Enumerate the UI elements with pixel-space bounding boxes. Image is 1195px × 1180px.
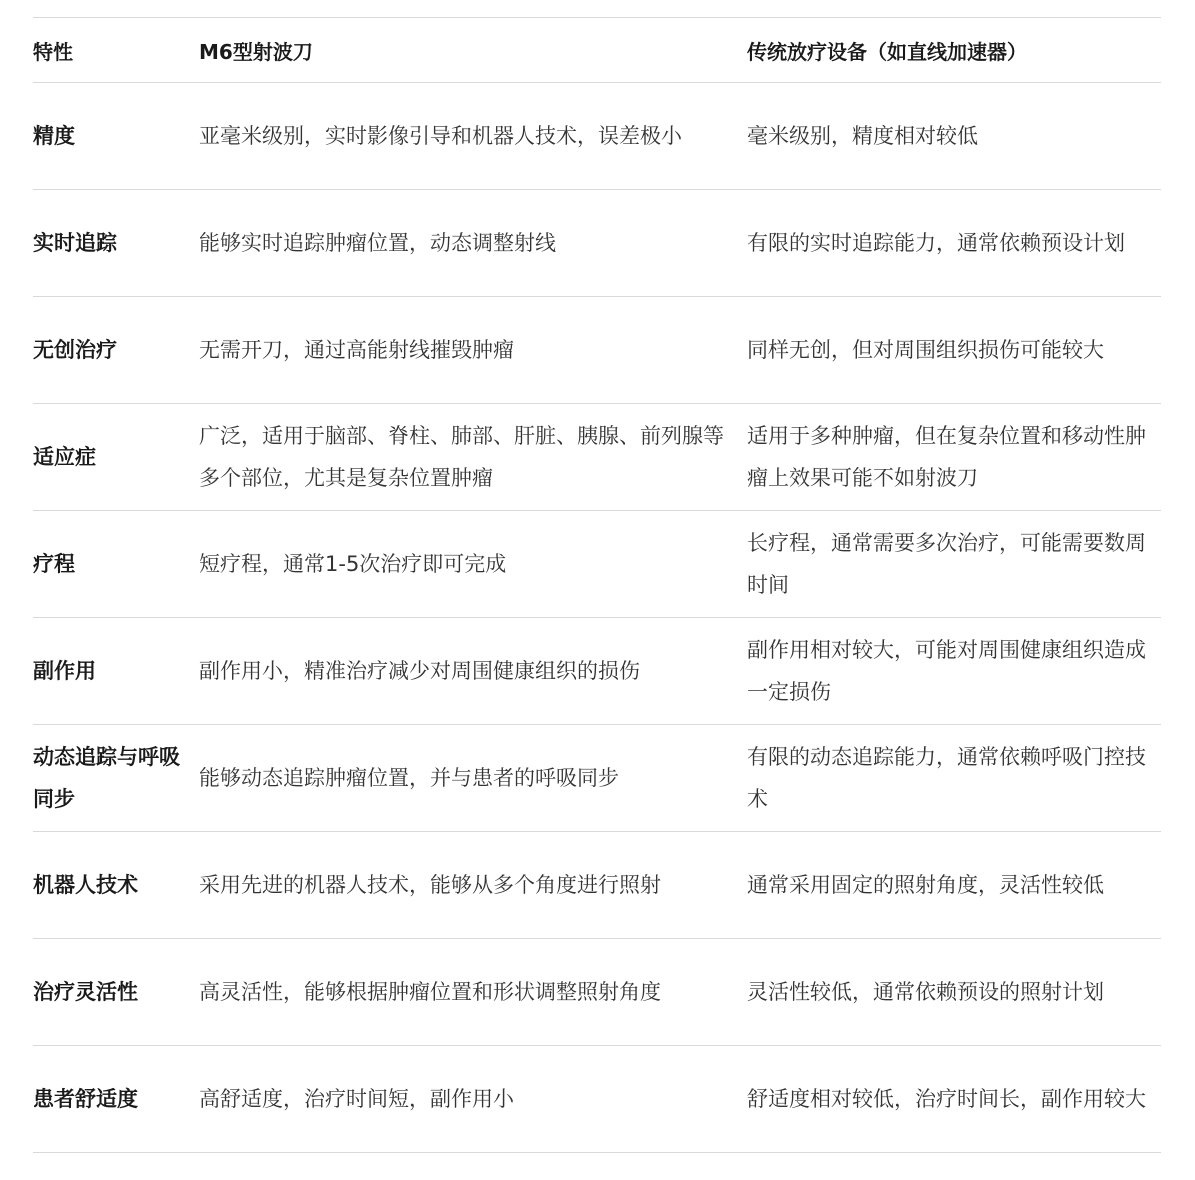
- row-m6-cell: 副作用小，精准治疗减少对周围健康组织的损伤: [199, 618, 747, 725]
- table-row: [33, 83, 1161, 190]
- table-row: [33, 939, 1161, 1046]
- row-feature-cell: 无创治疗: [33, 297, 199, 404]
- table-header-row: [33, 18, 1161, 83]
- row-feature-cell: 治疗灵活性: [33, 939, 199, 1046]
- table-row: [33, 190, 1161, 297]
- row-traditional-cell: 灵活性较低，通常依赖预设的照射计划: [747, 939, 1161, 1046]
- row-m6-cell: 亚毫米级别，实时影像引导和机器人技术，误差极小: [199, 83, 747, 190]
- row-feature-cell: 精度: [33, 83, 199, 190]
- row-m6-cell: 短疗程，通常1-5次治疗即可完成: [199, 511, 747, 618]
- row-m6-cell: 广泛，适用于脑部、脊柱、肺部、肝脏、胰腺、前列腺等多个部位，尤其是复杂位置肿瘤: [199, 404, 747, 511]
- row-traditional-cell: 有限的实时追踪能力，通常依赖预设计划: [747, 190, 1161, 297]
- header-feature: 特性: [33, 18, 199, 83]
- table-row: [33, 1046, 1161, 1153]
- row-feature-cell: 患者舒适度: [33, 1046, 199, 1153]
- table-row: [33, 511, 1161, 618]
- row-feature-cell: 副作用: [33, 618, 199, 725]
- row-feature-cell: 适应症: [33, 404, 199, 511]
- row-traditional-cell: 舒适度相对较低，治疗时间长，副作用较大: [747, 1046, 1161, 1153]
- row-traditional-cell: 副作用相对较大，可能对周围健康组织造成一定损伤: [747, 618, 1161, 725]
- table-row: [33, 618, 1161, 725]
- row-m6-cell: 高灵活性，能够根据肿瘤位置和形状调整照射角度: [199, 939, 747, 1046]
- row-traditional-cell: 通常采用固定的照射角度，灵活性较低: [747, 832, 1161, 939]
- row-m6-cell: 能够实时追踪肿瘤位置，动态调整射线: [199, 190, 747, 297]
- row-feature-cell: 动态追踪与呼吸同步: [33, 725, 199, 832]
- row-traditional-cell: 毫米级别，精度相对较低: [747, 83, 1161, 190]
- row-traditional-cell: 适用于多种肿瘤，但在复杂位置和移动性肿瘤上效果可能不如射波刀: [747, 404, 1161, 511]
- header-m6-cyberknife: M6型射波刀: [199, 18, 747, 83]
- table-row: [33, 725, 1161, 832]
- table-row: [33, 297, 1161, 404]
- comparison-table: [33, 17, 1161, 1153]
- row-traditional-cell: 有限的动态追踪能力，通常依赖呼吸门控技术: [747, 725, 1161, 832]
- row-traditional-cell: 长疗程，通常需要多次治疗，可能需要数周时间: [747, 511, 1161, 618]
- row-traditional-cell: 同样无创，但对周围组织损伤可能较大: [747, 297, 1161, 404]
- row-feature-cell: 疗程: [33, 511, 199, 618]
- header-traditional-radiotherapy: 传统放疗设备（如直线加速器）: [747, 18, 1161, 83]
- row-feature-cell: 机器人技术: [33, 832, 199, 939]
- row-m6-cell: 高舒适度，治疗时间短，副作用小: [199, 1046, 747, 1153]
- row-feature-cell: 实时追踪: [33, 190, 199, 297]
- table-row: [33, 404, 1161, 511]
- comparison-table-container: [33, 17, 1161, 1153]
- row-m6-cell: 采用先进的机器人技术，能够从多个角度进行照射: [199, 832, 747, 939]
- row-m6-cell: 无需开刀，通过高能射线摧毁肿瘤: [199, 297, 747, 404]
- table-row: [33, 832, 1161, 939]
- row-m6-cell: 能够动态追踪肿瘤位置，并与患者的呼吸同步: [199, 725, 747, 832]
